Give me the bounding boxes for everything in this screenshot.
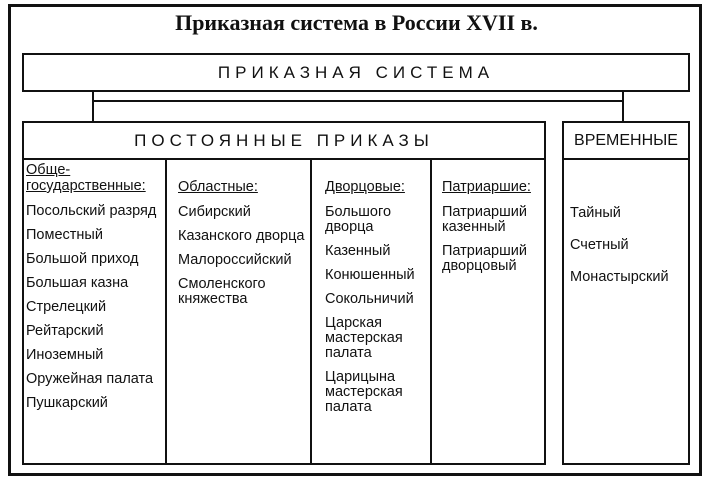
column-heading-palace: Дворцовые:: [325, 179, 405, 195]
connector-left-down: [92, 101, 94, 122]
list-item: Пушкарский: [26, 395, 108, 411]
list-item: Счетный: [570, 237, 629, 253]
column-heading-state: Обще-государственные:: [26, 162, 146, 194]
list-item: Смоленского княжества: [178, 276, 266, 307]
list-item: Патриарший дворцовый: [442, 243, 527, 274]
list-item: Иноземный: [26, 347, 104, 363]
temporary-prikazes-label: ВРЕМЕННЫЕ: [574, 132, 678, 149]
column-divider-3: [430, 158, 432, 465]
list-item: Царская мастерская палата: [325, 315, 403, 361]
list-item: Сибирский: [178, 204, 251, 220]
list-item: Поместный: [26, 227, 103, 243]
column-heading-regional: Областные:: [178, 179, 258, 195]
temporary-prikazes-box: [562, 121, 690, 160]
column-regional: [178, 180, 306, 316]
permanent-prikazes-box: [22, 121, 546, 160]
list-item: Малороссийский: [178, 252, 292, 268]
connector-horizontal: [92, 100, 624, 102]
list-item: Большая казна: [26, 275, 129, 291]
list-item: Посольский разряд: [26, 203, 157, 219]
connector-right-down: [622, 101, 624, 122]
list-item: Казенный: [325, 243, 391, 259]
list-item: Большой приход: [26, 251, 139, 267]
diagram-title: Приказная система в России XVII в.: [175, 10, 538, 35]
list-item: Патриарший казенный: [442, 204, 527, 235]
list-item: Царицына мастерская палата: [325, 369, 403, 415]
list-item: Оружейная палата: [26, 371, 154, 387]
list-item: Большого дворца: [325, 204, 392, 235]
list-item: Казанского дворца: [178, 228, 305, 244]
list-item: Рейтарский: [26, 323, 104, 339]
list-item: Монастырский: [570, 269, 669, 285]
list-item: Стрелецкий: [26, 299, 107, 315]
column-state: [26, 162, 162, 420]
list-item: Тайный: [570, 205, 621, 221]
column-divider-2: [310, 158, 312, 465]
prikaz-system-box: [22, 53, 690, 92]
list-item: Конюшенный: [325, 267, 415, 283]
column-heading-patriarch: Патриаршие:: [442, 179, 531, 195]
column-palace: [325, 180, 425, 424]
prikaz-system-label: ПРИКАЗНАЯ СИСТЕМА: [217, 63, 495, 82]
column-patriarch: [442, 180, 542, 283]
permanent-prikazes-label: ПОСТОЯННЫЕ ПРИКАЗЫ: [134, 131, 434, 150]
column-divider-1: [165, 158, 167, 465]
list-item: Сокольничий: [325, 291, 414, 307]
column-temporary: [570, 206, 685, 294]
